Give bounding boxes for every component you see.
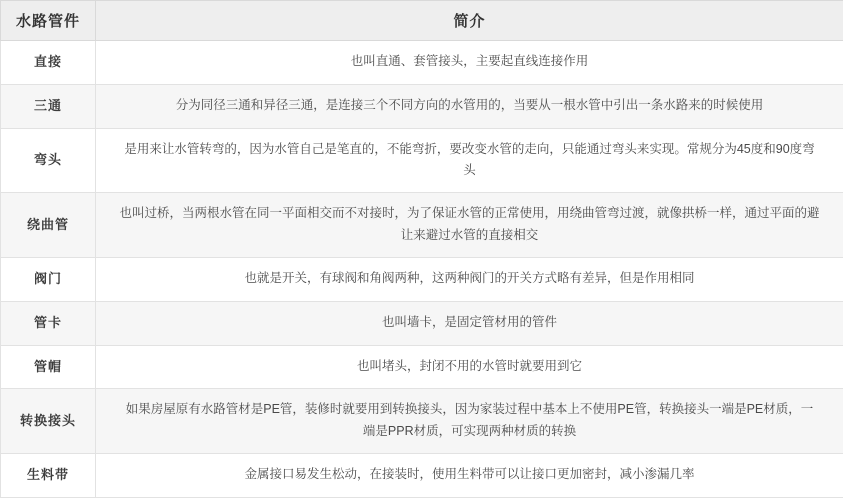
column-header-description: 简介	[96, 1, 843, 41]
table-row	[1, 41, 843, 85]
fitting-description	[96, 128, 843, 193]
fitting-description	[96, 258, 843, 302]
table-body	[1, 41, 843, 498]
fitting-description	[96, 301, 843, 345]
fitting-name: 弯头	[1, 128, 96, 193]
table-row	[1, 301, 843, 345]
table-header-row	[1, 1, 843, 41]
table-row	[1, 258, 843, 302]
fitting-description	[96, 345, 843, 389]
fitting-name: 三通	[1, 84, 96, 128]
fitting-description-text: 也叫墙卡，是固定管材用的管件	[120, 312, 820, 334]
fitting-description	[96, 454, 843, 498]
fitting-description	[96, 41, 843, 85]
table-row	[1, 84, 843, 128]
table-row	[1, 193, 843, 258]
table-row	[1, 128, 843, 193]
fitting-description	[96, 84, 843, 128]
fitting-description-text: 也叫直通、套管接头，主要起直线连接作用	[120, 51, 820, 73]
fitting-description-text: 也叫堵头，封闭不用的水管时就要用到它	[120, 356, 820, 378]
fitting-name: 绕曲管	[1, 193, 96, 258]
table-row	[1, 454, 843, 498]
fitting-name: 阀门	[1, 258, 96, 302]
fitting-description-text: 是用来让水管转弯的，因为水管自己是笔直的，不能弯折，要改变水管的走向，只能通过弯头来实现。常规分为45度和90度弯头	[120, 139, 820, 183]
fitting-description-text: 分为同径三通和异径三通，是连接三个不同方向的水管用的，当要从一根水管中引出一条水路来的时候使用	[120, 95, 820, 117]
table-row	[1, 345, 843, 389]
fitting-description-text: 也就是开关，有球阀和角阀两种，这两种阀门的开关方式略有差异，但是作用相同	[120, 268, 820, 290]
fitting-name: 管帽	[1, 345, 96, 389]
fitting-description-text: 也叫过桥，当两根水管在同一平面相交而不对接时，为了保证水管的正常使用，用绕曲管弯过渡，就像拱桥一样，通过平面的避让来避过水管的直接相交	[120, 203, 820, 247]
column-header-fitting: 水路管件	[1, 1, 96, 41]
fitting-description-text: 如果房屋原有水路管材是PE管，装修时就要用到转换接头，因为家装过程中基本上不使用PE管，转换接头一端是PE材质，一端是PPR材质，可实现两种材质的转换	[120, 399, 820, 443]
fitting-description	[96, 389, 843, 454]
fitting-name: 直接	[1, 41, 96, 85]
table-header	[1, 1, 843, 41]
table-row	[1, 389, 843, 454]
fitting-name: 生料带	[1, 454, 96, 498]
fitting-name: 转换接头	[1, 389, 96, 454]
fitting-description-text: 金属接口易发生松动，在接装时，使用生料带可以让接口更加密封，减小渗漏几率	[120, 464, 820, 486]
fitting-description	[96, 193, 843, 258]
fitting-name: 管卡	[1, 301, 96, 345]
